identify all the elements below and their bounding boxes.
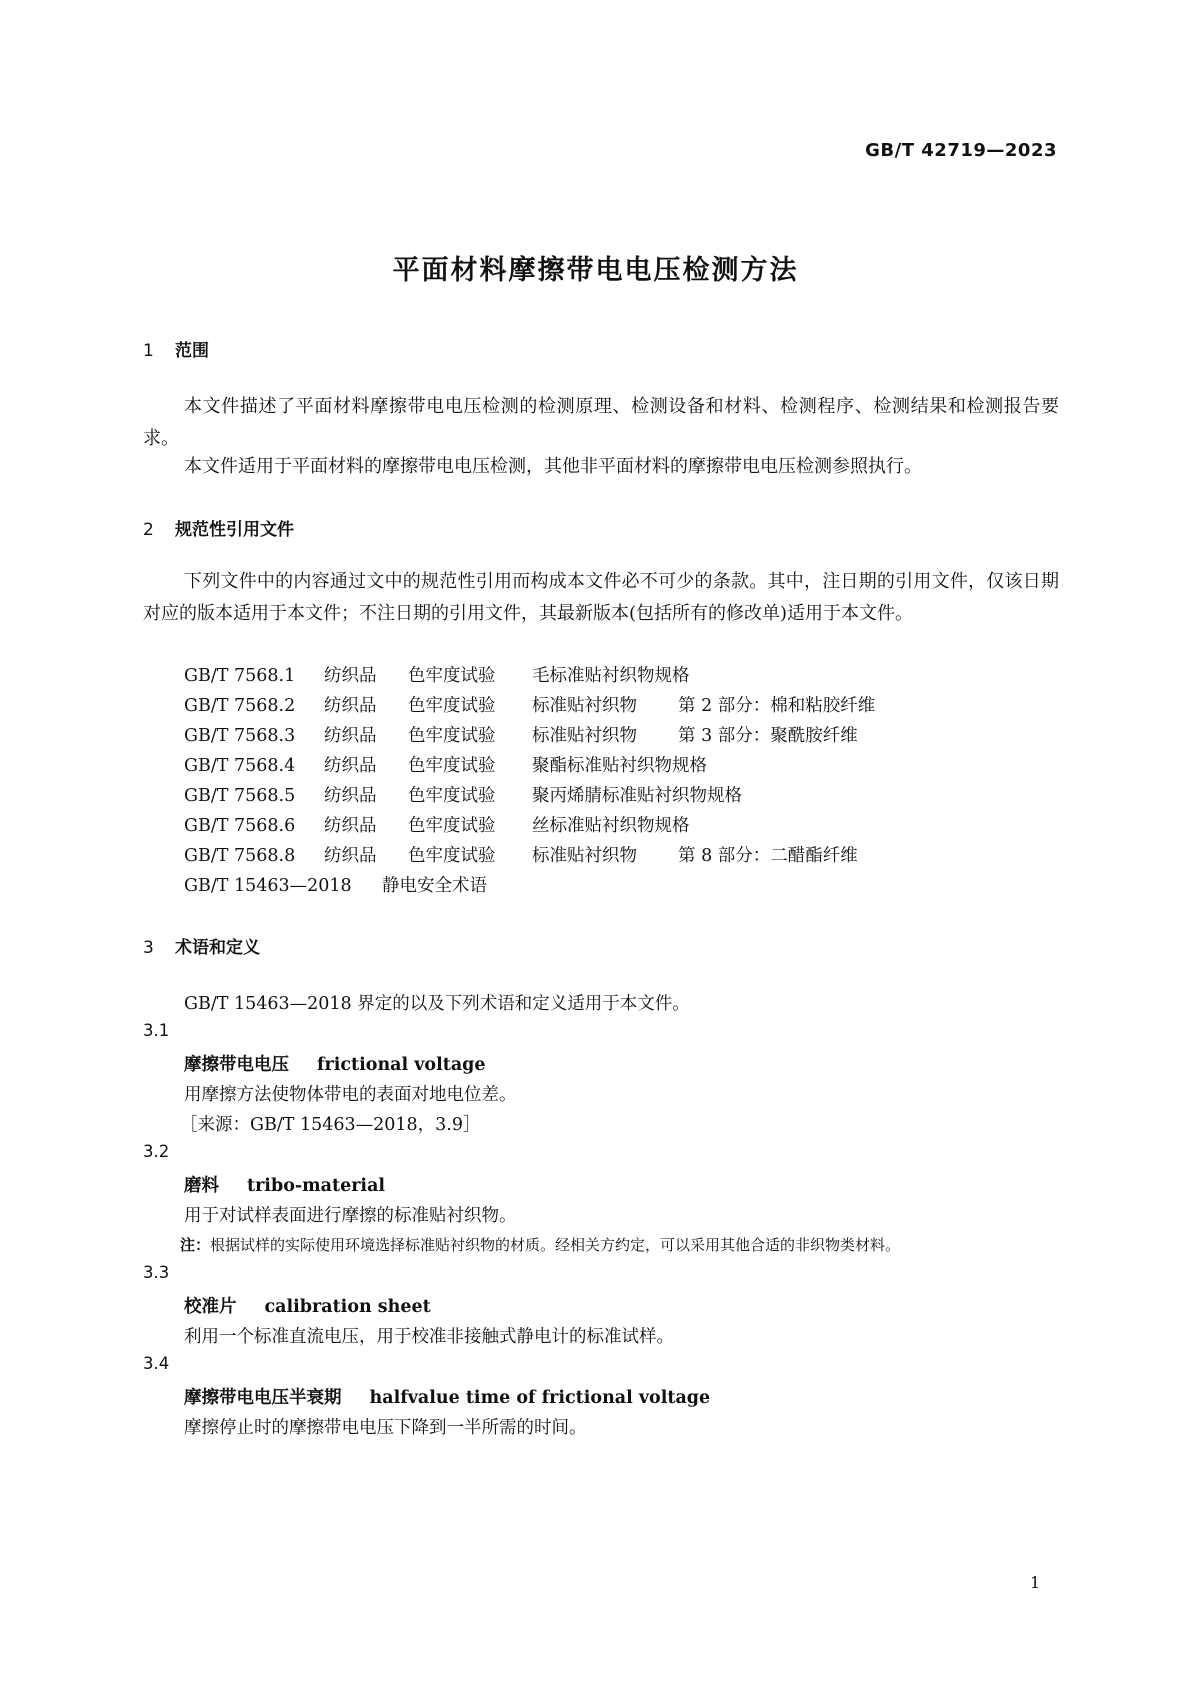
section-1-paragraph-1: 本文件描述了平面材料摩擦带电电压检测的检测原理、检测设备和材料、检测程序、检测结果和检测报告要求。 — [143, 396, 1059, 449]
note-text: 根据试样的实际使用环境选择标准贴衬织物的材质。经相关方约定，可以采用其他合适的非织物类材料。 — [210, 1236, 901, 1254]
section-number: 3 — [143, 938, 154, 958]
term-definition: 用于对试样表面进行摩擦的标准贴衬织物。 — [184, 1206, 517, 1226]
reference-item: GB/T 7568.1 纺织品 色牢度试验 毛标准贴衬织物规格 — [184, 666, 690, 686]
term-number: 3.2 — [143, 1142, 170, 1161]
reference-item: GB/T 7568.2 纺织品 色牢度试验 标准贴衬织物 第 2 部分：棉和粘胶纤维 — [184, 696, 876, 716]
page-number: 1 — [1030, 1573, 1041, 1592]
note-label: 注： — [180, 1236, 211, 1254]
term-heading: 摩擦带电电压半衰期 halfvalue time of frictional voltage — [184, 1388, 711, 1408]
section-title: 范围 — [175, 341, 209, 361]
standard-number: GB/T 42719—2023 — [865, 140, 1057, 161]
section-number: 2 — [143, 520, 154, 540]
section-2-heading — [143, 515, 294, 540]
reference-item: GB/T 7568.5 纺织品 色牢度试验 聚丙烯腈标准贴衬织物规格 — [184, 786, 742, 806]
reference-item: GB/T 7568.8 纺织品 色牢度试验 标准贴衬织物 第 8 部分：二醋酯纤维 — [184, 846, 858, 866]
section-1-paragraph-2: 本文件适用于平面材料的摩擦带电电压检测，其他非平面材料的摩擦带电电压检测参照执行。 — [184, 456, 922, 477]
section-title: 术语和定义 — [175, 938, 260, 958]
reference-item: GB/T 15463—2018 静电安全术语 — [184, 876, 487, 896]
section-1-heading — [143, 336, 209, 361]
section-number: 1 — [143, 341, 154, 361]
section-3-intro: GB/T 15463—2018 界定的以及下列术语和定义适用于本文件。 — [184, 994, 690, 1014]
term-definition: 用摩擦方法使物体带电的表面对地电位差。 — [184, 1085, 517, 1105]
section-2-paragraph-1: 下列文件中的内容通过文中的规范性引用而构成本文件必不可少的条款。其中，注日期的引用文件，仅该日期对应的版本适用于本文件；不注日期的引用文件，其最新版本(包括所有的修改单)适用于本文件。 — [143, 571, 1059, 624]
term-definition: 摩擦停止时的摩擦带电电压下降到一半所需的时间。 — [184, 1418, 587, 1438]
reference-item: GB/T 7568.3 纺织品 色牢度试验 标准贴衬织物 第 3 部分：聚酰胺纤维 — [184, 726, 858, 746]
term-heading: 磨料 tribo-material — [184, 1176, 386, 1196]
document-title: 平面材料摩擦带电电压检测方法 — [392, 255, 799, 286]
reference-item: GB/T 7568.4 纺织品 色牢度试验 聚酯标准贴衬织物规格 — [184, 756, 707, 776]
term-number: 3.4 — [143, 1354, 170, 1373]
term-number: 3.1 — [143, 1021, 170, 1040]
reference-item: GB/T 7568.6 纺织品 色牢度试验 丝标准贴衬织物规格 — [184, 816, 690, 836]
term-heading: 校准片 calibration sheet — [184, 1297, 431, 1317]
section-title: 规范性引用文件 — [175, 520, 294, 540]
term-definition: 利用一个标准直流电压，用于校准非接触式静电计的标准试样。 — [184, 1327, 674, 1347]
term-note — [180, 1234, 900, 1255]
term-source: ［来源：GB/T 15463—2018，3.9］ — [180, 1115, 481, 1135]
section-3-heading — [143, 933, 260, 958]
term-heading: 摩擦带电电压 frictional voltage — [184, 1055, 486, 1075]
term-number: 3.3 — [143, 1263, 170, 1282]
